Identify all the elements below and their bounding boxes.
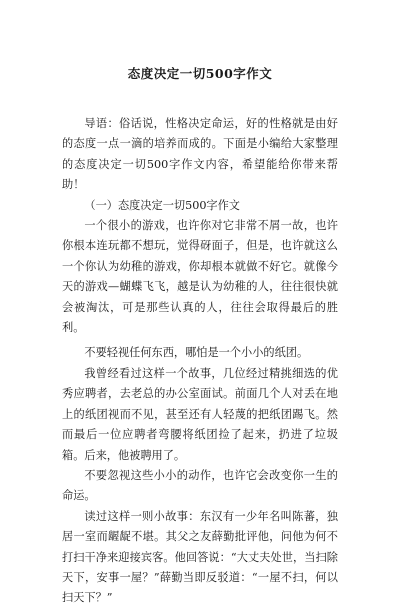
body-paragraph: 不要轻视任何东西，哪怕是一个小小的纸团。 xyxy=(84,346,309,360)
body-paragraph: 读过这样一则小故事：东汉有一少年名叫陈蕃，独居一室而龌龊不堪。其父之友薛勤批评他，问他为何不打扫干净来迎接宾客。他回答说：“大丈夫处世，当扫除天下，安事一屋？”薛勤当即反驳道：“一屋不扫，何以扫天下？” xyxy=(62,509,338,605)
document-title: 态度决定一切500字作文 xyxy=(127,66,273,81)
body-paragraph: 一个很小的游戏，也许你对它非常不屑一故，也许你根本连玩都不想玩，觉得砑面子，但是，也许就这么一个你认为幼稚的游戏，你却根本就做不好它。就像今天的游戏—蝴蝶飞飞，越是认为幼稚的人，往往很快就会被淘汰，可是那些认真的人，往往会取得最后的胜利。 xyxy=(62,219,338,335)
body-paragraph: 不要忽视这些小小的动作，也许它会改变你一生的命运。 xyxy=(62,468,338,503)
intro-paragraph: 导语：俗话说，性格决定命运，好的性格就是由好的态度一点一滴的培养而成的。下面是小编给大家整理的态度决定一切500字作文内容，希望能给你带来帮助！ xyxy=(62,117,338,192)
section-heading: （一）态度决定一切500字作文 xyxy=(84,198,240,212)
body-paragraph: 我曾经看过这样一个故事，几位经过精挑细选的优秀应聘者，去老总的办公室面试。前面几个人对丢在地上的纸团视而不见，甚至还有人轻蔑的把纸团踢飞。然而最后一位应聘者弯腰将纸团捡了起来，扔进了垃圾箱。后来，他被聘用了。 xyxy=(62,366,338,462)
